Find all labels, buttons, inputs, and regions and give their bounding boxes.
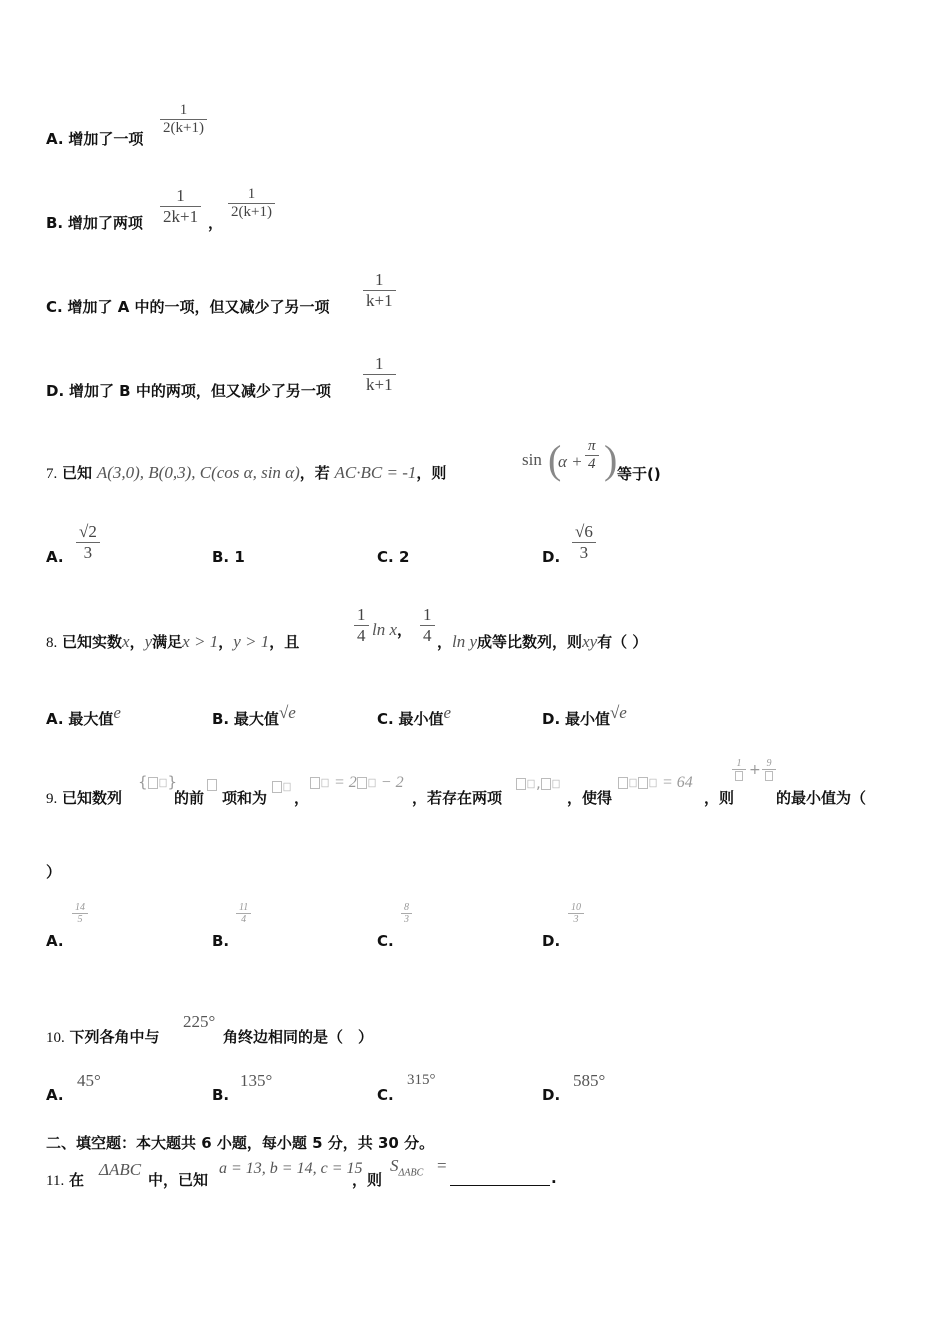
option-text: 增加了 B 中的两项，但又减少了另一项 — [68, 382, 331, 400]
q9-stem — [46, 787, 122, 808]
fraction-denominator: 4 — [236, 913, 251, 925]
fraction-numerator: 1 — [423, 605, 432, 624]
fraction-denominator — [732, 769, 746, 781]
q9-fraction-a — [732, 758, 746, 781]
condition-x: x > 1 — [182, 632, 219, 651]
missing-glyph-icon — [310, 777, 320, 789]
q8-fraction-1 — [354, 605, 369, 646]
q8-option-d — [542, 703, 627, 729]
q9-text: ， — [294, 789, 310, 807]
option-letter: D. — [542, 710, 561, 728]
q10-option-c-letter: C. — [377, 1086, 394, 1104]
q6-a-fraction — [160, 102, 207, 137]
q7-option-a-letter: A. — [46, 548, 64, 566]
fraction-numerator: π — [588, 438, 596, 454]
fraction-denominator: k+1 — [363, 290, 396, 311]
q11-area-symbol — [390, 1156, 423, 1178]
fraction-denominator: 4 — [420, 625, 435, 646]
missing-glyph-icon — [528, 779, 535, 787]
q9-option-a-letter: A. — [46, 932, 64, 950]
stem-text: 下列各角中与 — [69, 1028, 160, 1046]
q9-option-c-letter: C. — [377, 932, 394, 950]
fraction-numerator: 14 — [75, 902, 85, 913]
option-letter: A. — [46, 130, 64, 148]
q7-sin: sin — [522, 450, 542, 469]
fraction-numerator: 1 — [179, 102, 188, 118]
option-text: 增加了一项 — [68, 130, 144, 148]
option-letter: B. — [212, 548, 230, 566]
fraction-denominator: 2(k+1) — [160, 119, 207, 137]
option-letter: B. — [212, 710, 230, 728]
option-text: 最大值 — [233, 710, 279, 728]
q6-option-d — [46, 380, 331, 401]
q7-stem-end: 等于() — [617, 465, 661, 483]
section-heading: 二、填空题：本大题共 6 小题，每小题 5 分，共 30 分。 — [46, 1134, 435, 1152]
option-text: 最小值 — [564, 710, 610, 728]
q9-terms-placeholder: , — [516, 774, 561, 792]
q8-option-a — [46, 703, 121, 729]
q7-pi-over-4 — [585, 438, 599, 473]
q7-paren-open: ( — [548, 437, 562, 482]
fraction-numerator: 9 — [766, 758, 772, 769]
fraction-denominator: k+1 — [363, 374, 396, 395]
q8-option-b — [212, 703, 296, 729]
missing-glyph-icon — [284, 782, 291, 790]
q10-stem-end: 角终边相同的是（ ） — [223, 1028, 374, 1046]
missing-glyph-icon — [735, 771, 743, 781]
q6-b-fraction-2 — [228, 186, 275, 221]
fraction-numerator: 10 — [571, 902, 581, 913]
q6-d-fraction — [363, 354, 396, 395]
fraction-numerator: √2 — [79, 522, 97, 541]
option-value: √e — [609, 703, 627, 722]
stem-text: ， — [437, 633, 453, 651]
q8-fraction-2 — [420, 605, 435, 646]
q8-stem-part3 — [437, 631, 647, 652]
q7-option-d-letter: D. — [542, 548, 561, 566]
q10-option-d-letter: D. — [542, 1086, 561, 1104]
q7-option-c — [377, 548, 409, 566]
question-number: 9. — [46, 791, 58, 807]
q9-option-d-value — [568, 902, 584, 925]
q7-option-d-value — [572, 522, 596, 563]
q8-stem-part2 — [372, 619, 412, 640]
condition-expression: AC·BC = -1 — [334, 463, 417, 482]
question-number: 8. — [46, 635, 58, 651]
option-text: 增加了两项 — [67, 214, 143, 232]
question-number: 11. — [46, 1173, 65, 1189]
option-letter: B. — [46, 214, 64, 232]
stem-text: 成等比数列，则 — [477, 633, 583, 651]
q11-answer-blank[interactable] — [450, 1185, 550, 1186]
missing-glyph-icon — [368, 779, 375, 787]
q6-b-fraction-1 — [160, 186, 201, 227]
points-expression: A(3,0), B(0,3), C(cos α, sin α) — [96, 463, 300, 482]
stem-text: ，且 — [269, 633, 300, 651]
fraction-denominator — [762, 769, 776, 781]
var-xy: xy — [582, 632, 598, 651]
area-subscript: ΔABC — [398, 1167, 424, 1179]
stem-text: 已知 — [62, 464, 93, 482]
fraction-numerator: 11 — [239, 902, 249, 913]
q9-option-d-letter: D. — [542, 932, 561, 950]
q9-product-eq — [618, 774, 693, 792]
q9-option-a-value — [72, 902, 88, 925]
q7-alpha-plus: α + — [558, 452, 583, 471]
q9-text: 项和为 — [222, 789, 268, 807]
fraction-numerator: 1 — [375, 270, 384, 289]
q9-fraction-b — [762, 758, 776, 781]
q11-period: . — [551, 1169, 557, 1187]
fraction-denominator: 2(k+1) — [228, 203, 275, 221]
q9-n-placeholder — [207, 775, 217, 793]
stem-text: ，则 — [416, 464, 447, 482]
stem-text: 已知实数 — [62, 633, 123, 651]
missing-glyph-icon — [272, 781, 282, 793]
stem-text: ， — [218, 633, 234, 651]
q9-text: ，则 — [704, 789, 735, 807]
missing-glyph-icon — [541, 778, 551, 790]
q10-stem — [46, 1026, 160, 1047]
missing-glyph-icon — [207, 779, 217, 791]
option-letter: D. — [46, 382, 65, 400]
fraction-denominator: 3 — [568, 913, 584, 925]
q9-option-b-value — [236, 902, 251, 925]
q10-option-c-value: 315° — [407, 1072, 436, 1088]
option-letter: C. — [377, 548, 394, 566]
fraction-numerator: 1 — [176, 186, 185, 205]
fraction-denominator: 3 — [572, 542, 596, 563]
q6-c-fraction — [363, 270, 396, 311]
q9-text: ，若存在两项 — [412, 789, 503, 807]
fraction-denominator: 5 — [72, 913, 88, 925]
fraction-numerator: 1 — [375, 354, 384, 373]
option-letter: A. — [46, 710, 64, 728]
question-number: 7. — [46, 466, 58, 482]
q9-sn-placeholder — [272, 777, 292, 795]
q9-option-c-value — [401, 902, 412, 925]
option-value: 2 — [398, 548, 410, 566]
q6-option-a — [46, 128, 143, 149]
q11-stem — [46, 1169, 84, 1190]
q11-given: a = 13, b = 14, c = 15 — [219, 1160, 363, 1177]
missing-glyph-icon — [357, 777, 367, 789]
stem-text: 有（ ） — [597, 633, 648, 651]
stem-text: ，若 — [299, 464, 330, 482]
fraction-denominator: 4 — [354, 625, 369, 646]
fraction-numerator: 1 — [736, 758, 742, 769]
q6-option-b — [46, 212, 143, 233]
option-value: 1 — [234, 548, 245, 566]
stem-text: 在 — [68, 1171, 84, 1189]
missing-glyph-icon — [322, 779, 329, 787]
equation-part: = 64 — [662, 774, 693, 791]
q7-stem — [46, 462, 446, 483]
q6-option-c — [46, 296, 330, 317]
q10-option-d-value: 585° — [573, 1071, 606, 1090]
q9-option-b-letter: B. — [212, 932, 230, 950]
q9-close-paren: ） — [46, 863, 62, 881]
q9-text: 的前 — [174, 789, 205, 807]
missing-glyph-icon — [516, 778, 526, 790]
stem-text: 满足 — [152, 633, 183, 651]
missing-glyph-icon — [765, 771, 773, 781]
missing-glyph-icon — [618, 777, 628, 789]
missing-glyph-icon — [630, 779, 637, 787]
q10-option-b-letter: B. — [212, 1086, 230, 1104]
q10-angle: 225° — [183, 1012, 216, 1031]
stem-text: ， — [129, 633, 145, 651]
option-letter: C. — [46, 298, 63, 316]
fraction-numerator: 1 — [247, 186, 256, 202]
q6-b-separator: ， — [208, 214, 224, 232]
area-symbol: S — [390, 1156, 399, 1175]
q11-triangle: ΔABC — [99, 1160, 142, 1179]
fraction-denominator: 3 — [76, 542, 100, 563]
option-value: e — [113, 703, 121, 722]
q9-equation — [310, 774, 404, 792]
option-text: 最大值 — [68, 710, 114, 728]
equation-part: − 2 — [380, 774, 404, 791]
question-number: 10. — [46, 1030, 65, 1046]
ln-x: ln x — [372, 620, 398, 639]
ln-y: ln y — [452, 632, 478, 651]
q8-stem-part1 — [46, 631, 299, 652]
option-letter: C. — [377, 710, 394, 728]
missing-glyph-icon — [650, 779, 657, 787]
fraction-denominator: 2k+1 — [160, 206, 201, 227]
missing-glyph-icon — [638, 777, 648, 789]
q7-option-b — [212, 548, 245, 566]
var-x: x — [122, 632, 130, 651]
var-y: y — [144, 632, 153, 651]
stem-text: 已知数列 — [62, 789, 123, 807]
q11-equals: = — [437, 1156, 447, 1175]
q9-text: ，使得 — [567, 789, 613, 807]
option-text: 最小值 — [398, 710, 444, 728]
missing-glyph-icon — [148, 777, 158, 789]
q7-paren-close: ) — [604, 437, 618, 482]
missing-glyph-icon — [552, 779, 559, 787]
option-value: e — [443, 703, 452, 722]
fraction-numerator: √6 — [575, 522, 593, 541]
missing-glyph-icon — [159, 778, 166, 786]
fraction-denominator: 3 — [401, 913, 412, 925]
q11-text: ，则 — [352, 1171, 383, 1189]
q10-option-a-value: 45° — [77, 1071, 101, 1090]
q10-option-a-letter: A. — [46, 1086, 64, 1104]
q9-plus: + — [749, 762, 761, 778]
q10-option-b-value: 135° — [240, 1071, 273, 1090]
option-value: √e — [278, 703, 296, 722]
q7-option-a-value — [76, 522, 100, 563]
fraction-denominator: 4 — [585, 455, 599, 473]
condition-y: y > 1 — [233, 632, 270, 651]
option-text: 增加了 A 中的一项，但又减少了另一项 — [67, 298, 330, 316]
q9-sequence-placeholder: { } — [138, 773, 178, 791]
q8-option-c — [377, 703, 451, 729]
equation-part: = 2 — [334, 774, 357, 791]
fraction-numerator: 8 — [404, 902, 409, 913]
fraction-numerator: 1 — [357, 605, 366, 624]
q11-text: 中，已知 — [148, 1171, 209, 1189]
stem-text: ， — [397, 621, 413, 639]
q9-text: 的最小值为（ — [776, 789, 867, 807]
